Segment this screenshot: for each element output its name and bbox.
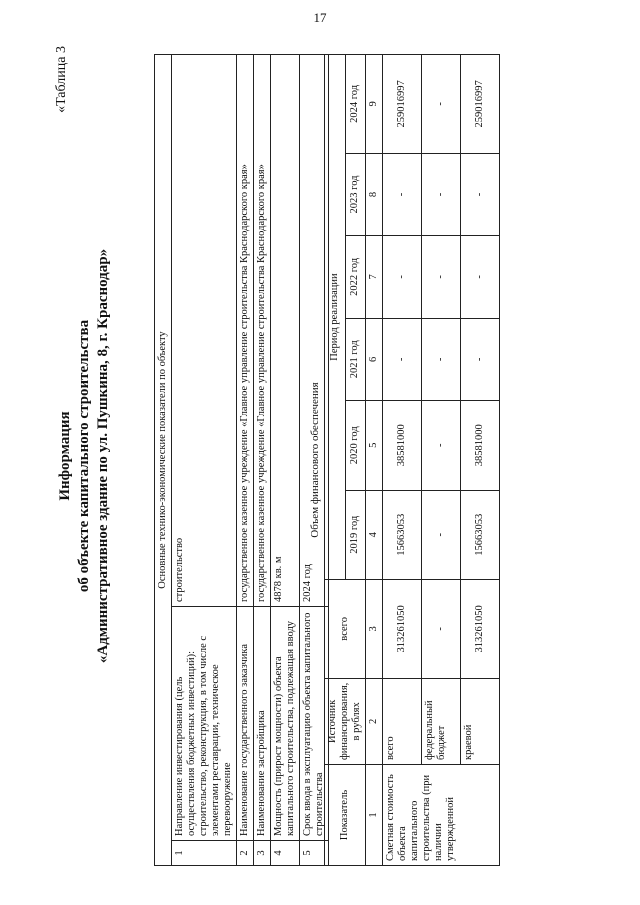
finance-title: Объем финансового обеспечения: [309, 382, 321, 538]
row-label: Срок ввода в эксплуатацию объекта капитального строительства: [300, 607, 329, 841]
indicator-label: Сметная стоимость объекта капитального строительства (при наличии утвержденной: [383, 765, 500, 866]
row-value: 4878 кв. м: [271, 55, 300, 607]
row-value: государственное казенное учреждение «Главное управление строительства Краснодарского края»: [254, 55, 271, 607]
row-number: 4: [271, 841, 300, 866]
value-cell: 313261050: [383, 580, 422, 679]
value-cell: -: [422, 401, 461, 491]
row-label: Направление инвестирования (цель осуществления бюджетных инвестиций): строительство, реконструкция, в том числе с элементами реставрации, техническое перевооружение: [172, 607, 237, 841]
row-label: Наименование застройщика: [254, 607, 271, 841]
finance-table: [324, 54, 500, 866]
value-cell: -: [461, 236, 500, 318]
table-row: [422, 55, 461, 866]
title-line-2: об объекте капитального строительства: [76, 319, 92, 593]
table-row: [237, 55, 254, 866]
table-row: [254, 55, 271, 866]
col-year: 2023 год: [345, 153, 366, 235]
col-year: 2021 год: [345, 318, 366, 400]
value-cell: -: [461, 318, 500, 400]
value-cell: -: [422, 236, 461, 318]
row-label: Мощность (прирост мощности) объекта капитального строительства, подлежащая вводу: [271, 607, 300, 841]
table-row: [461, 55, 500, 866]
col-year: 2024 год: [345, 55, 366, 154]
value-cell: -: [422, 153, 461, 235]
row-label: Наименование государственного заказчика: [237, 607, 254, 841]
col-number: 3: [366, 580, 383, 679]
row-number: 2: [237, 841, 254, 866]
row-number: 1: [172, 841, 237, 866]
table-mark: «Таблица 3: [54, 46, 69, 113]
document-title: [56, 46, 113, 866]
title-line-1: Информация: [57, 411, 73, 501]
value-cell: -: [383, 153, 422, 235]
value-cell: -: [422, 580, 461, 679]
value-cell: -: [422, 318, 461, 400]
rotated-page-content: [54, 46, 484, 866]
value-cell: 259016997: [461, 55, 500, 154]
col-period: Период реализации: [325, 55, 346, 580]
col-total: всего: [325, 580, 366, 679]
source-label: всего: [383, 678, 422, 764]
col-year: 2019 год: [345, 490, 366, 580]
row-value: строительство: [172, 55, 237, 607]
main-indicators-table: [154, 54, 329, 866]
value-cell: 38581000: [461, 401, 500, 491]
title-line-3: «Административное здание по ул. Пушкина, 8, г. Краснодар»: [95, 248, 111, 664]
value-cell: 259016997: [383, 55, 422, 154]
value-cell: 15663053: [461, 490, 500, 580]
col-number: 9: [366, 55, 383, 154]
source-label: федеральный бюджет: [422, 678, 461, 764]
col-number: 5: [366, 401, 383, 491]
table-row: [172, 55, 237, 866]
source-label: краевой: [461, 678, 500, 764]
col-year: 2022 год: [345, 236, 366, 318]
row-value: государственное казенное учреждение «Главное управление строительства Краснодарского края»: [237, 55, 254, 607]
value-cell: 313261050: [461, 580, 500, 679]
value-cell: -: [383, 236, 422, 318]
col-number: 7: [366, 236, 383, 318]
col-indicator: Показатель: [325, 765, 366, 866]
col-source: Источник финансирования, в рублях: [325, 678, 366, 764]
col-number: 8: [366, 153, 383, 235]
value-cell: 38581000: [383, 401, 422, 491]
table-row: [271, 55, 300, 866]
value-cell: -: [422, 490, 461, 580]
value-cell: -: [383, 318, 422, 400]
col-number: 1: [366, 765, 383, 866]
value-cell: 15663053: [383, 490, 422, 580]
main-indicators-header: Основные технико-экономические показатели по объекту: [155, 55, 172, 866]
value-cell: -: [422, 55, 461, 154]
row-number: 5: [300, 841, 329, 866]
table-row: [383, 55, 422, 866]
col-number: 4: [366, 490, 383, 580]
col-number: 2: [366, 678, 383, 764]
col-number: 6: [366, 318, 383, 400]
col-year: 2020 год: [345, 401, 366, 491]
value-cell: -: [461, 153, 500, 235]
row-value: 2024 год: [300, 55, 329, 607]
page-number: 17: [313, 10, 327, 25]
row-number: 3: [254, 841, 271, 866]
column-number-row: [366, 55, 383, 866]
